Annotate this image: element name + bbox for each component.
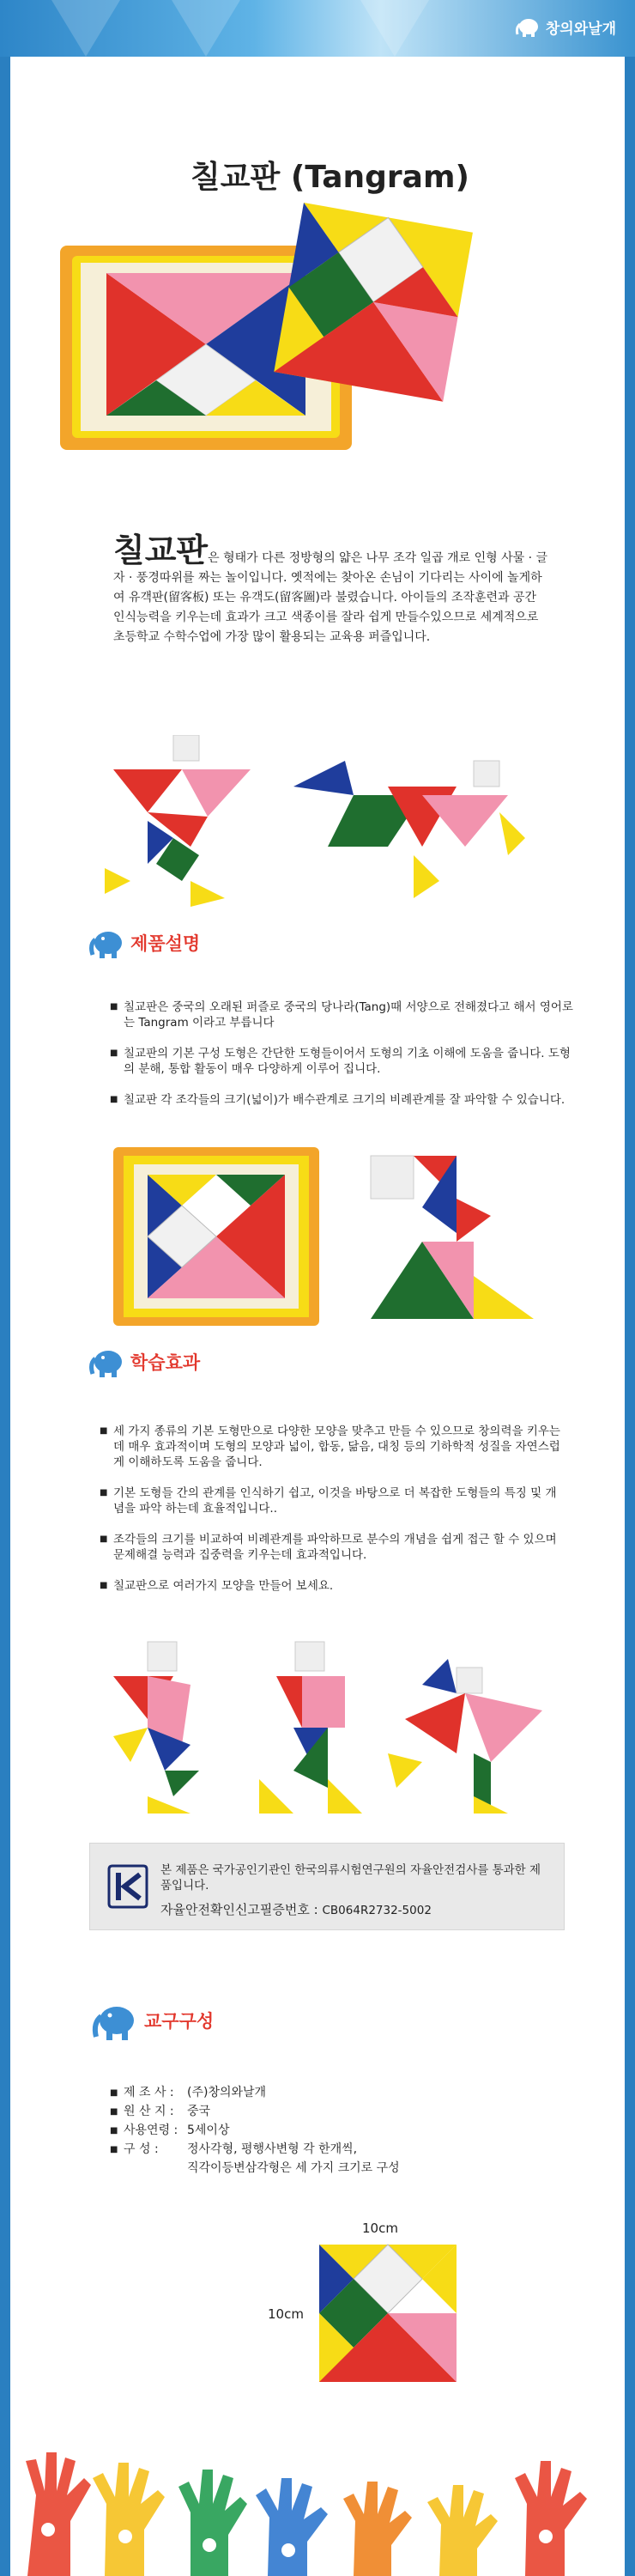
composition-spec-list xyxy=(110,2083,400,2178)
list-item: ■ 칠교판으로 여러가지 모양을 만들어 보세요. xyxy=(100,1578,563,1594)
list-item: ■ 조각들의 크기를 비교하여 비례관계를 파악하므로 분수의 개념을 쉽게 접근 할 수 있으며 문제해결 능력과 집중력을 키우는데 효과적입니다. xyxy=(100,1532,563,1563)
section-header-product xyxy=(88,926,200,960)
list-item: ■ 칠교판은 중국의 오래된 퍼즐로 중국의 당나라(Tang)때 서양으로 전해졌다고 해서 영어로는 Tangram 이라고 부릅니다 xyxy=(110,999,573,1030)
list-item: ■ 칠교판 각 조각들의 크기(넓이)가 배수관계로 크기의 비례관계를 잘 파악할 수 있습니다. xyxy=(110,1092,573,1108)
kc-cert-number: CB064R2732-5002 xyxy=(322,1904,432,1917)
elephant-icon xyxy=(88,926,125,960)
tangram-hero-image xyxy=(55,177,501,460)
section-header-learning xyxy=(88,1345,200,1379)
section-label: 교구구성 xyxy=(144,2011,215,2032)
product-bullet-list xyxy=(110,999,573,1123)
intro-paragraph xyxy=(113,534,551,647)
dimension-height-label: 10cm xyxy=(268,2306,304,2322)
section-label: 제품설명 xyxy=(130,933,201,954)
kc-cert-label: 자율안전확인신고필증번호 : xyxy=(160,1902,318,1917)
kc-mark-icon xyxy=(106,1861,150,1912)
learning-bullet-list xyxy=(100,1424,563,1609)
spec-row: ■ 구 성 : 정사각형, 평행사변형 각 한개씩, xyxy=(110,2140,400,2159)
list-item: ■ 칠교판의 기본 구성 도형은 간단한 도형들이어서 도형의 기초 이해에 도움을 줍니다. 도형의 분해, 통합 활동이 매우 다양하게 이루어 집니다. xyxy=(110,1046,573,1077)
elephant-icon xyxy=(88,1345,125,1379)
spec-row: ■ 사용연령 : 5세이상 xyxy=(110,2121,400,2140)
elephant-icon xyxy=(88,1999,139,2042)
tangram-figures-2 xyxy=(96,1633,559,1822)
kc-certification-box xyxy=(89,1843,565,1930)
tangram-square-image xyxy=(312,2238,463,2389)
tangram-tray-image xyxy=(113,1147,559,1327)
kc-text: 본 제품은 국가공인기관인 한국의류시험연구원의 자율안전검사를 통과한 제품입니다. xyxy=(160,1863,541,1893)
list-item: ■ 기본 도형들 간의 관계를 인식하기 쉽고, 이것을 바탕으로 더 복잡한 도형들의 특징 및 개념을 파악 하는데 효율적입니다.. xyxy=(100,1485,563,1516)
brand-logo xyxy=(515,15,616,38)
intro-lead: 칠교판 xyxy=(113,532,209,569)
painted-hands-decoration xyxy=(10,2444,625,2576)
section-label: 학습효과 xyxy=(130,1352,201,1373)
section-header-composition xyxy=(88,1999,214,2042)
spec-row: ■ 원 산 지 : 중국 xyxy=(110,2102,400,2121)
elephant-icon xyxy=(515,15,541,38)
dimension-width-label: 10cm xyxy=(362,2221,398,2236)
tangram-figures-1 xyxy=(96,735,542,907)
spec-extra-line: 직각이등변삼각형은 세 가지 크기로 구성 xyxy=(187,2161,400,2175)
brand-name: 창의와날개 xyxy=(545,20,616,38)
intro-text: 은 형태가 다른 정방형의 얇은 나무 조각 일곱 개로 인형 사물 · 글자 · 풍경따위를 짜는 놀이입니다. 옛적에는 찾아온 손님이 기다리는 사이에 놀게하여 유객판(留客板) 또는 유객도(留客圖)라 불렸습니다. 아이들의 조작훈련과 공간 인식능력을 키우는데 효과가 크고 색종이를 잘라 쉽게 만들수있으므로 세계적으로 초등학교 수학수업에 가장 많이 활용되는 교육용 퍼즐입니다. xyxy=(113,551,548,644)
kc-cert-line xyxy=(160,1900,432,1918)
list-item: ■ 세 가지 종류의 기본 도형만으로 다양한 모양을 맞추고 만들 수 있으므로 창의력을 키우는데 매우 효과적이며 도형의 모양과 넓이, 합동, 닮음, 대칭 등의 기하학적 성질을 자연스럽게 이해하도록 도움을 줍니다. xyxy=(100,1424,563,1470)
page-title: 칠교판 (Tangram) xyxy=(190,160,469,195)
spec-row: ■ 제 조 사 : (주)창의와날개 xyxy=(110,2083,400,2102)
product-sheet xyxy=(10,57,625,2576)
